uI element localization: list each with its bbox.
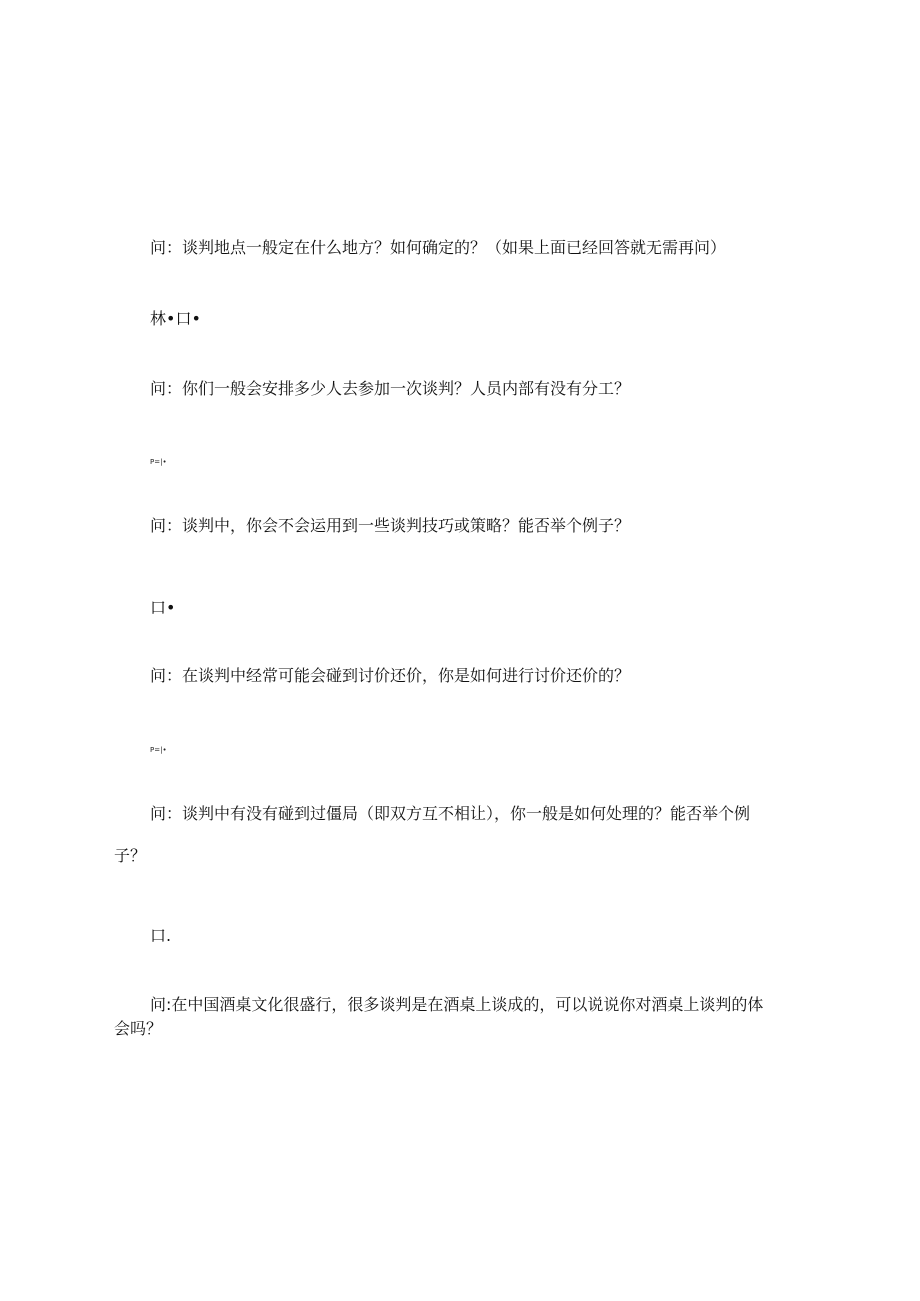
question-banquet-continued: 会吗？ bbox=[114, 1019, 163, 1038]
answer-placeholder: P=|• bbox=[150, 458, 167, 466]
question-techniques: 问：谈判中，你会不会运用到一些谈判技巧或策略？能否举个例子？ bbox=[150, 516, 631, 535]
answer-placeholder: P=|• bbox=[150, 746, 167, 754]
question-team-size: 问：你们一般会安排多少人去参加一次谈判？人员内部有没有分工？ bbox=[150, 379, 631, 398]
question-banquet: 问:在中国酒桌文化很盛行，很多谈判是在酒桌上谈成的，可以说说你对酒桌上谈判的体 bbox=[150, 995, 764, 1014]
question-deadlock-continued: 子？ bbox=[114, 846, 147, 865]
answer-placeholder: 林•口• bbox=[150, 309, 201, 328]
answer-placeholder: 口. bbox=[150, 926, 172, 945]
question-location: 问：谈判地点一般定在什么地方？如何确定的？（如果上面已经回答就无需再问） bbox=[150, 238, 727, 257]
answer-placeholder: 口• bbox=[150, 598, 176, 617]
question-bargaining: 问：在谈判中经常可能会碰到讨价还价，你是如何进行讨价还价的？ bbox=[150, 666, 631, 685]
question-deadlock: 问：谈判中有没有碰到过僵局（即双方互不相让），你一般是如何处理的？能否举个例 bbox=[150, 804, 751, 823]
